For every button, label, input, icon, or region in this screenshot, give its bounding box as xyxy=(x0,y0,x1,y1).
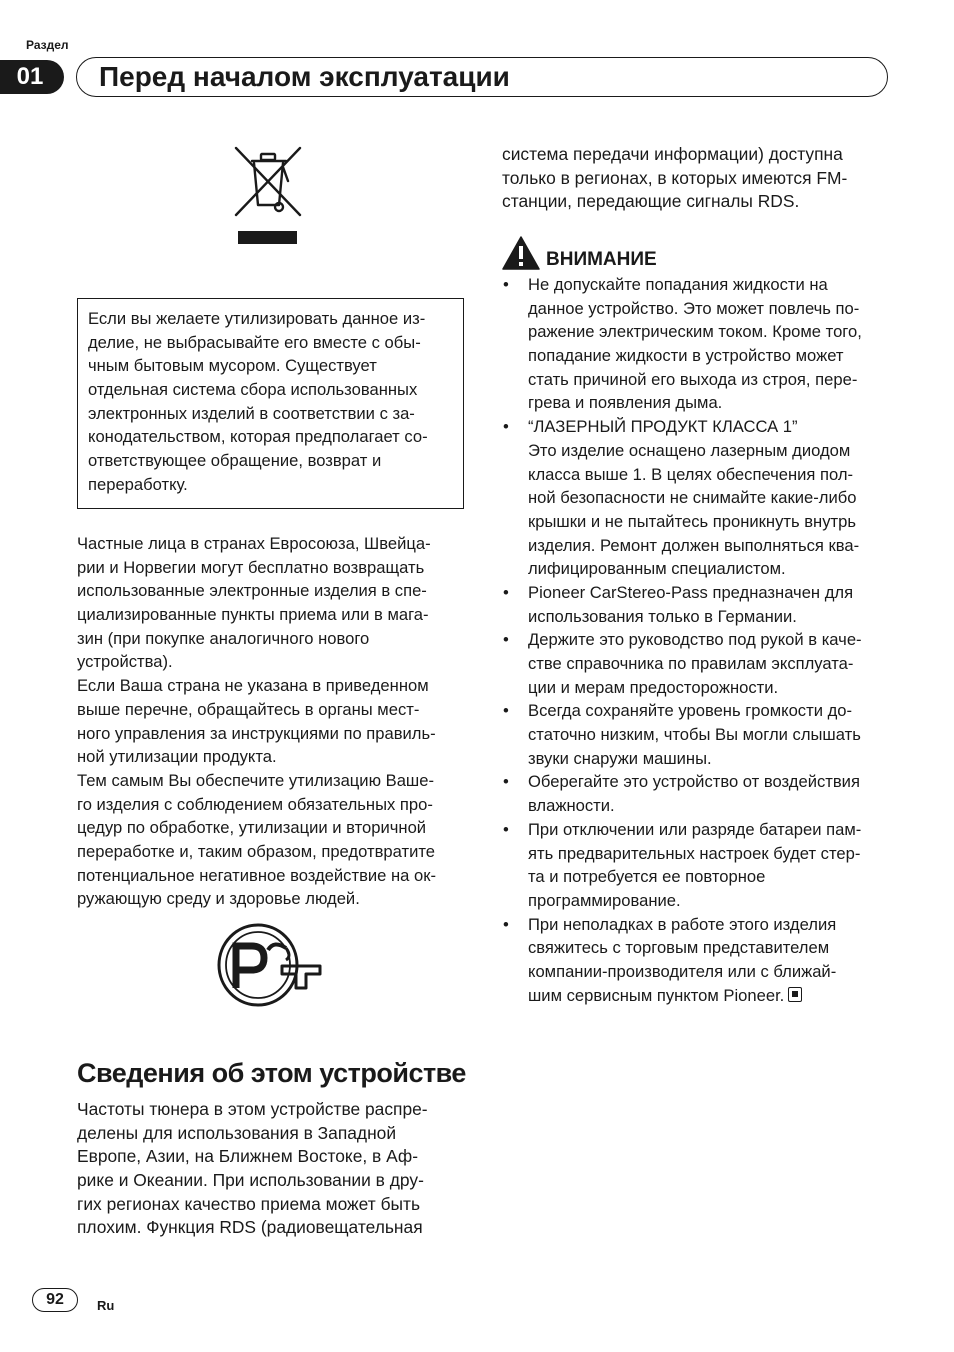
bullet-line: ции и мерам предосторожности. xyxy=(528,677,779,697)
bullet-dot: • xyxy=(503,630,509,650)
bullet-dot: • xyxy=(503,701,509,721)
bullet-line: стать причиной его выхода из строя, пере- xyxy=(528,369,858,389)
bullet-dot: • xyxy=(503,772,509,792)
bullet-line: свяжитесь с торговым представителем xyxy=(528,938,830,958)
pct-certification-mark-icon xyxy=(216,922,324,1008)
crossed-out-wheelie-bin-icon xyxy=(232,145,304,245)
bullet-line: Не допускайте попадания жидкости на xyxy=(528,275,828,294)
list-item xyxy=(500,818,862,913)
list-item xyxy=(500,273,862,415)
page-number: 92 xyxy=(32,1288,78,1312)
end-of-section-icon xyxy=(788,987,802,1002)
bullet-dot: • xyxy=(503,582,509,602)
notice-line: электронных изделий в соответствии с за- xyxy=(88,403,415,423)
caution-list xyxy=(500,273,862,1007)
about-device-text-continued xyxy=(502,143,847,214)
bullet-line: статочно низким, чтобы Вы могли слышать xyxy=(528,725,861,745)
bullet-line: компании-производителя или с ближай- xyxy=(528,961,837,981)
bullet-line: При неполадках в работе этого изделия xyxy=(528,914,837,934)
bullet-line: При отключении или разряде батареи пам- xyxy=(528,819,862,839)
paragraph-line: зин (при покупке аналогичного нового xyxy=(77,628,370,648)
bullet-line: ной безопасности не снимайте какие-либо xyxy=(528,488,857,508)
notice-line: конодательством, которая предполагает со- xyxy=(88,427,428,447)
bullet-line: Всегда сохраняйте уровень громкости до- xyxy=(528,701,853,721)
bullet-line: шим сервисным пунктом Pioneer. xyxy=(528,985,785,1005)
bullet-line: та и потребуется ее повторное xyxy=(528,867,766,887)
bullet-line-last xyxy=(528,984,862,1008)
paragraph-line: только в регионах, в которых имеются FM- xyxy=(502,167,848,188)
language-code: Ru xyxy=(97,1298,115,1313)
list-item xyxy=(500,628,862,699)
bullet-line: Держите это руководство под рукой в каче- xyxy=(528,630,862,650)
about-device-heading: Сведения об этом устройстве xyxy=(77,1058,466,1088)
bullet-line: влажности. xyxy=(528,796,615,816)
paragraph-line: Тем самым Вы обеспечите утилизацию Ваше- xyxy=(77,770,434,790)
about-device-text xyxy=(77,1098,428,1240)
chapter-title: Перед началом эксплуатации xyxy=(76,57,888,97)
paragraph-line: ной утилизации продукта. xyxy=(77,747,277,767)
notice-line: Если вы желаете утилизировать данное из- xyxy=(88,309,426,328)
section-number-badge: 01 xyxy=(0,60,64,94)
paragraph-line: циализированные пункты приема или в мага- xyxy=(77,605,429,625)
bullet-line: “ЛАЗЕРНЫЙ ПРОДУКТ КЛАССА 1” xyxy=(528,417,798,437)
caution-label: ВНИМАНИЕ xyxy=(546,249,657,270)
bullet-line: попадание жидкости в устройство может xyxy=(528,346,844,366)
disposal-notice-box xyxy=(77,298,464,509)
bullet-line: грева и появления дыма. xyxy=(528,393,723,413)
notice-line: делие, не выбрасывайте его вместе с обы- xyxy=(88,332,421,352)
bullet-dot: • xyxy=(503,417,509,437)
bullet-line: ять предварительных настроек будет стер- xyxy=(528,843,861,863)
paragraph-line: система передачи информации) доступна xyxy=(502,144,843,164)
paragraph-line: Если Ваша страна не указана в приведенном xyxy=(77,676,429,696)
warning-triangle-icon xyxy=(502,236,540,270)
notice-line: чным бытовым мусором. Существует xyxy=(88,356,377,376)
bullet-line: Оберегайте это устройство от воздействия xyxy=(528,772,860,792)
paragraph-line: рике и Океании. При использовании в дру- xyxy=(77,1170,424,1191)
bullet-line: программирование. xyxy=(528,890,681,910)
bullet-line: использования только в Германии. xyxy=(528,606,797,626)
notice-line: ответствующее обращение, возврат и xyxy=(88,451,382,471)
paragraph-line: устройства). xyxy=(77,652,173,672)
list-item xyxy=(500,581,862,628)
paragraph-line: плохим. Функция RDS (радиовещательная xyxy=(77,1217,423,1238)
caution-heading xyxy=(502,236,657,270)
list-item xyxy=(500,913,862,1008)
notice-line: переработку. xyxy=(88,474,188,494)
bullet-line: лифицированным специалистом. xyxy=(528,559,786,579)
recycling-paragraphs xyxy=(77,532,436,911)
bullet-line: стве справочника по правилам эксплуата- xyxy=(528,654,854,673)
paragraph-line: делены для использования в Западной xyxy=(77,1122,397,1143)
bullet-line: ражение электрическим током. Кроме того, xyxy=(528,322,862,342)
paragraph-line: потенциальное негативное воздействие на ок- xyxy=(77,865,437,885)
section-label: Раздел xyxy=(26,38,69,52)
paragraph-line: рии и Норвегии могут бесплатно возвращать xyxy=(77,557,425,577)
list-item xyxy=(500,699,862,770)
paragraph-line: ружающую среду и здоровье людей. xyxy=(77,889,360,909)
bullet-line: крышки и не пытайтесь проникнуть внутрь xyxy=(528,511,856,531)
bullet-line: Pioneer CarStereo-Pass предназначен для xyxy=(528,582,854,602)
bullet-line: изделия. Ремонт должен выполняться ква- xyxy=(528,535,860,555)
paragraph-line: гих регионах качество приема может быть xyxy=(77,1193,421,1214)
paragraph-line: станции, передающие сигналы RDS. xyxy=(502,191,800,212)
paragraph-line: Частные лица в странах Евросоюза, Швейца- xyxy=(77,534,431,553)
notice-line: отдельная система сбора использованных xyxy=(88,380,418,400)
paragraph-line: го изделия с соблюдением обязательных про- xyxy=(77,794,433,814)
bullet-line: класса выше 1. В целях обеспечения пол- xyxy=(528,464,854,484)
paragraph-line: ного управления за инструкциями по правиль- xyxy=(77,723,436,743)
bullet-line: звуки снаружи машины. xyxy=(528,748,712,768)
bullet-dot: • xyxy=(503,914,509,934)
list-item xyxy=(500,415,862,581)
paragraph-line: выше перечне, обращайтесь в органы мест- xyxy=(77,699,420,719)
bullet-line: данное устройство. Это может повлечь по- xyxy=(528,298,860,318)
paragraph-line: использованные электронные изделия в спе- xyxy=(77,581,427,601)
bullet-dot: • xyxy=(503,275,509,294)
paragraph-line: цедур по обработке, утилизации и вторичной xyxy=(77,818,427,838)
paragraph-line: Частоты тюнера в этом устройстве распре- xyxy=(77,1099,428,1119)
bullet-dot: • xyxy=(503,819,509,839)
paragraph-line: Европе, Азии, на Ближнем Востоке, в Аф- xyxy=(77,1146,418,1167)
bullet-line: Это изделие оснащено лазерным диодом xyxy=(528,440,851,460)
list-item xyxy=(500,770,862,817)
paragraph-line: переработке и, таким образом, предотвратите xyxy=(77,841,435,861)
